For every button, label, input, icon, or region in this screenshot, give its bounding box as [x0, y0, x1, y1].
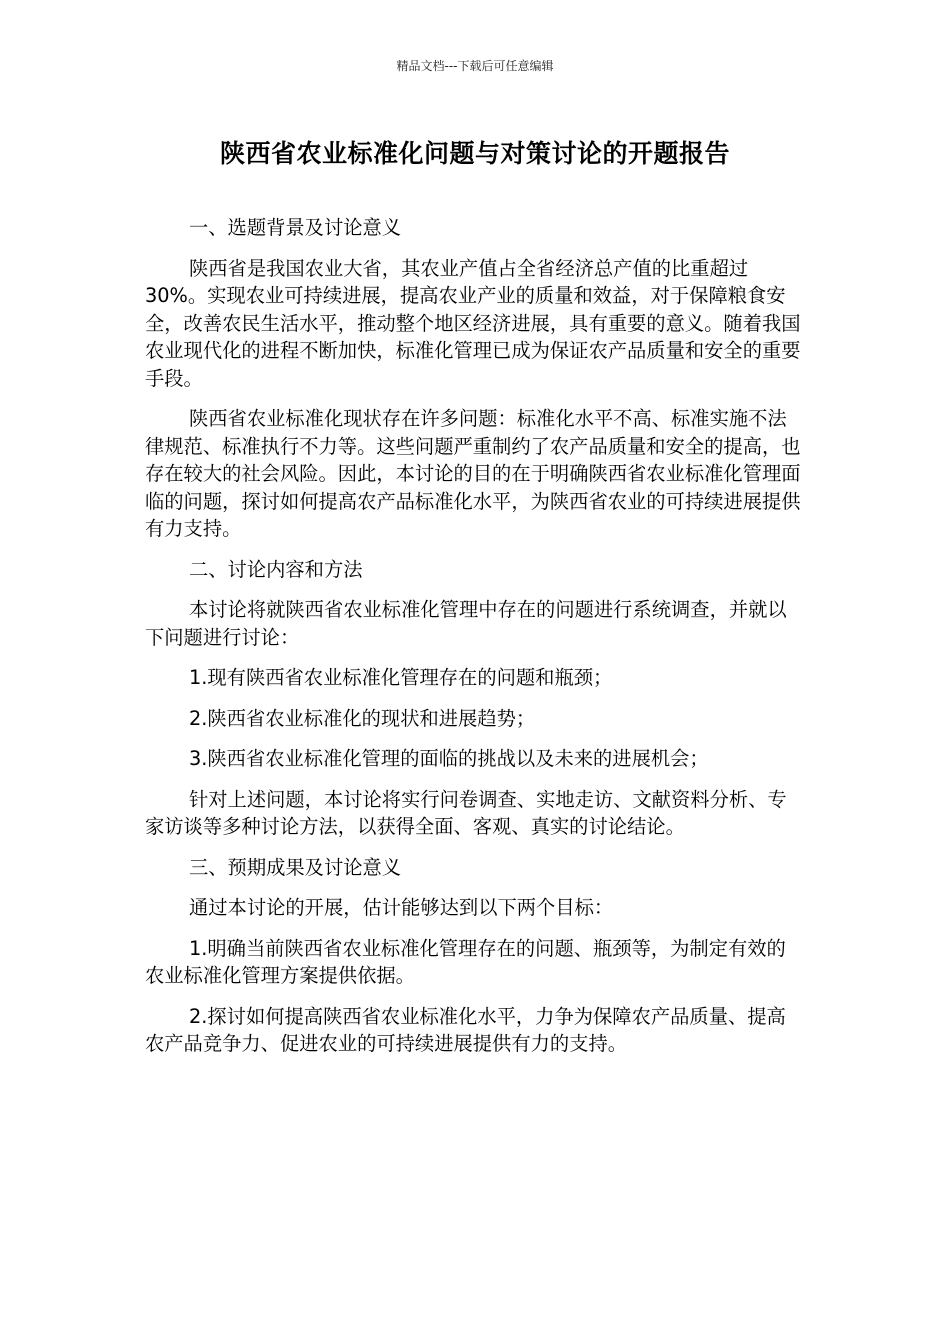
body-paragraph: 陕西省是我国农业大省，其农业产值占全省经济总产值的比重超过30%。实现农业可持续进展，提高农业产业的质量和效益，对于保障粮食安全，改善农民生活水平，推动整个地区经济进展，具有重要的意义。随着我国农业现代化的进程不断加快，标准化管理已成为保证农产品质量和安全的重要手段。 — [145, 256, 801, 390]
list-item: 2.探讨如何提高陕西省农业标准化水平，力争为保障农产品质量、提高农产品竞争力、促进农业的可持续进展提供有力的支持。 — [145, 1004, 786, 1055]
list-item: 3.陕西省农业标准化管理的面临的挑战以及未来的进展机会； — [189, 747, 709, 770]
section-heading-expected-results: 三、预期成果及讨论意义 — [189, 855, 402, 879]
document-title: 陕西省农业标准化问题与对策讨论的开题报告 — [219, 139, 730, 168]
body-paragraph: 针对上述问题，本讨论将实行问卷调查、实地走访、文献资料分析、专家访谈等多种讨论方法，以获得全面、客观、真实的讨论结论。 — [145, 787, 787, 838]
list-item: 1.现有陕西省农业标准化管理存在的问题和瓶颈； — [189, 666, 613, 689]
document-body — [145, 214, 805, 1071]
page-header-note: 精品文档---下载后可任意编辑 — [396, 59, 554, 73]
body-paragraph: 本讨论将就陕西省农业标准化管理中存在的问题进行系统调查，并就以下问题进行讨论： — [145, 598, 787, 649]
list-item: 2.陕西省农业标准化的现状和进展趋势； — [189, 706, 536, 730]
list-item: 1.明确当前陕西省农业标准化管理存在的问题、瓶颈等，为制定有效的农业标准化管理方案提供依据。 — [145, 936, 786, 987]
body-paragraph: 陕西省农业标准化现状存在许多问题：标准化水平不高、标准实施不法律规范、标准执行不力等。这些问题严重制约了农产品质量和安全的提高，也存在较大的社会风险。因此，本讨论的目的在于明确陕西省农业标准化管理面临的问题，探讨如何提高农产品标准化水平，为陕西省农业的可持续进展提供有力支持。 — [145, 407, 801, 540]
section-heading-background: 一、选题背景及讨论意义 — [189, 216, 402, 239]
body-paragraph: 通过本讨论的开展，估计能够达到以下两个目标： — [189, 896, 614, 919]
section-heading-content-methods: 二、讨论内容和方法 — [189, 557, 363, 581]
